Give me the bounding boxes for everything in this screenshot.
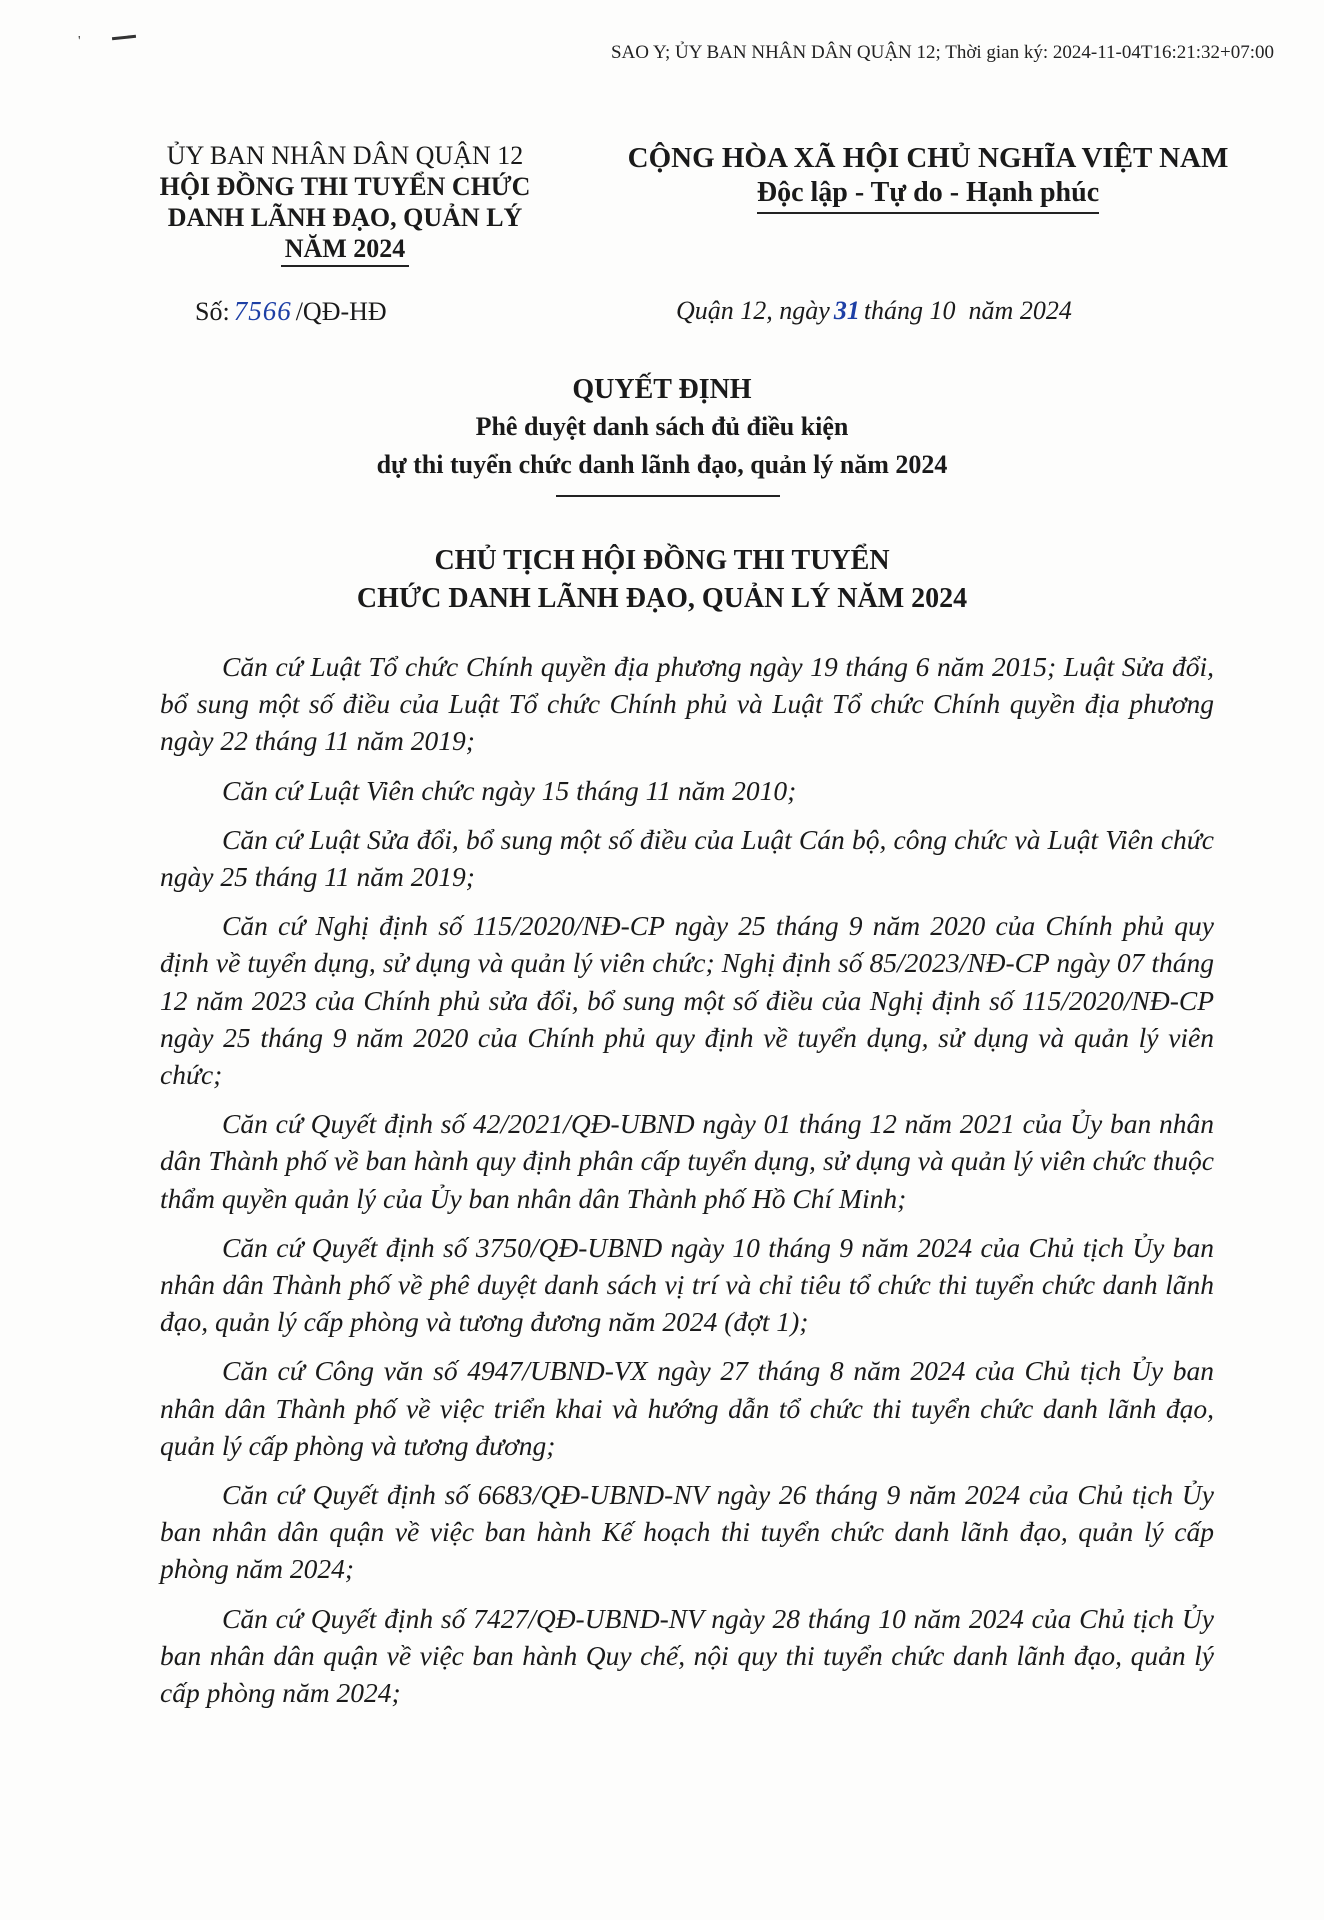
council-name-line2: DANH LÃNH ĐẠO, QUẢN LÝ [167, 203, 523, 232]
council-name-line1: HỘI ĐỒNG THI TUYỂN CHỨC [159, 172, 531, 201]
document-number-prefix: Số: [195, 297, 230, 326]
legal-basis-paragraph: Căn cứ Quyết định số 42/2021/QĐ-UBND ngày 01 tháng 12 năm 2021 của Ủy ban nhân dân Thành phố về ban hành quy định phân cấp tuyển dụng, sử dụng và quản lý viên chức thuộc thẩm quyền quản lý của Ủy ban nhân dân Thành phố Hồ Chí Minh; [160, 1108, 1214, 1214]
country-name: CỘNG HÒA XÃ HỘI CHỦ NGHĨA VIỆT NAM [627, 142, 1229, 174]
heading-divider [556, 495, 780, 497]
legal-basis-paragraph: Căn cứ Công văn số 4947/UBND-VX ngày 27 tháng 8 năm 2024 của Chủ tịch Ủy ban nhân dân Thành phố về việc triển khai và hướng dẫn tổ chức thi tuyển chức danh lãnh đạo, quản lý cấp phòng và tương đương; [160, 1355, 1214, 1461]
issuing-agency-block [130, 140, 560, 267]
scan-mark-dash [112, 35, 136, 40]
chair-line1: CHỦ TỊCH HỘI ĐỒNG THI TUYỂN [434, 545, 890, 576]
decision-title: QUYẾT ĐỊNH [572, 374, 752, 405]
legal-basis-paragraph: Căn cứ Quyết định số 3750/QĐ-UBND ngày 10 tháng 9 năm 2024 của Chủ tịch Ủy ban nhân dân Thành phố về phê duyệt danh sách vị trí và chỉ tiêu tổ chức thi tuyển chức danh lãnh đạo, quản lý cấp phòng và tương đương năm 2024 (đợt 1); [160, 1231, 1214, 1338]
legal-basis-paragraph: Căn cứ Quyết định số 7427/QĐ-UBND-NV ngày 28 tháng 10 năm 2024 của Chủ tịch Ủy ban nhân dân quận về việc ban hành Quy chế, nội quy thi tuyển chức danh lãnh đạo, quản lý cấp phòng năm 2024; [160, 1602, 1214, 1709]
decision-heading [0, 372, 1324, 484]
chair-line2: CHỨC DANH LÃNH ĐẠO, QUẢN LÝ NĂM 2024 [356, 583, 968, 614]
agency-name: ỦY BAN NHÂN DÂN QUẬN 12 [166, 141, 524, 170]
date-line [676, 296, 1072, 326]
date-day-handwritten: 31 [833, 296, 860, 325]
document-number [195, 296, 387, 327]
legal-basis-paragraph: Căn cứ Luật Viên chức ngày 15 tháng 11 năm 2010; [222, 774, 797, 806]
national-header-block [578, 140, 1278, 214]
scan-mark: ' [78, 34, 81, 49]
chair-heading [0, 542, 1324, 618]
council-name-line3: NĂM 2024 [281, 233, 410, 267]
decision-subtitle-line2: dự thi tuyển chức danh lãnh đạo, quản lý năm 2024 [376, 450, 948, 479]
document-number-handwritten: 7566 [233, 296, 292, 326]
legal-basis-paragraph: Căn cứ Luật Sửa đổi, bổ sung một số điều của Luật Cán bộ, công chức và Luật Viên chức ngày 25 tháng 11 năm 2019; [160, 823, 1214, 893]
legal-basis-paragraph: Căn cứ Quyết định số 6683/QĐ-UBND-NV ngày 26 tháng 9 năm 2024 của Chủ tịch Ủy ban nhân dân quận về việc ban hành Kế hoạch thi tuyển chức danh lãnh đạo, quản lý cấp phòng năm 2024; [160, 1479, 1214, 1585]
date-line-month-year: tháng 10 năm 2024 [863, 296, 1072, 325]
legal-basis-paragraph: Căn cứ Luật Tổ chức Chính quyền địa phương ngày 19 tháng 6 năm 2015; Luật Sửa đổi, bổ sung một số điều của Luật Tổ chức Chính phủ và Luật Tổ chức Chính quyền địa phương ngày 22 tháng 11 năm 2019; [160, 651, 1214, 757]
date-line-place: Quận 12, ngày [676, 296, 830, 325]
document-number-suffix: /QĐ-HĐ [295, 297, 387, 326]
decision-subtitle-line1: Phê duyệt danh sách đủ điều kiện [475, 412, 849, 441]
digital-copy-stamp: SAO Y; ỦY BAN NHÂN DÂN QUẬN 12; Thời gian ký: 2024-11-04T16:21:32+07:00 [610, 42, 1274, 63]
legal-basis-section [160, 648, 1214, 1723]
legal-basis-paragraph: Căn cứ Nghị định số 115/2020/NĐ-CP ngày 25 tháng 9 năm 2020 của Chính phủ quy định về tuyển dụng, sử dụng và quản lý viên chức; Nghị định số 85/2023/NĐ-CP ngày 07 tháng 12 năm 2023 của Chính phủ sửa đổi, bổ sung một số điều của Nghị định số 115/2020/NĐ-CP ngày 25 tháng 9 năm 2020 của Chính phủ quy định về tuyển dụng, sử dụng và quản lý viên chức; [160, 910, 1214, 1091]
national-motto: Độc lập - Tự do - Hạnh phúc [757, 176, 1099, 214]
